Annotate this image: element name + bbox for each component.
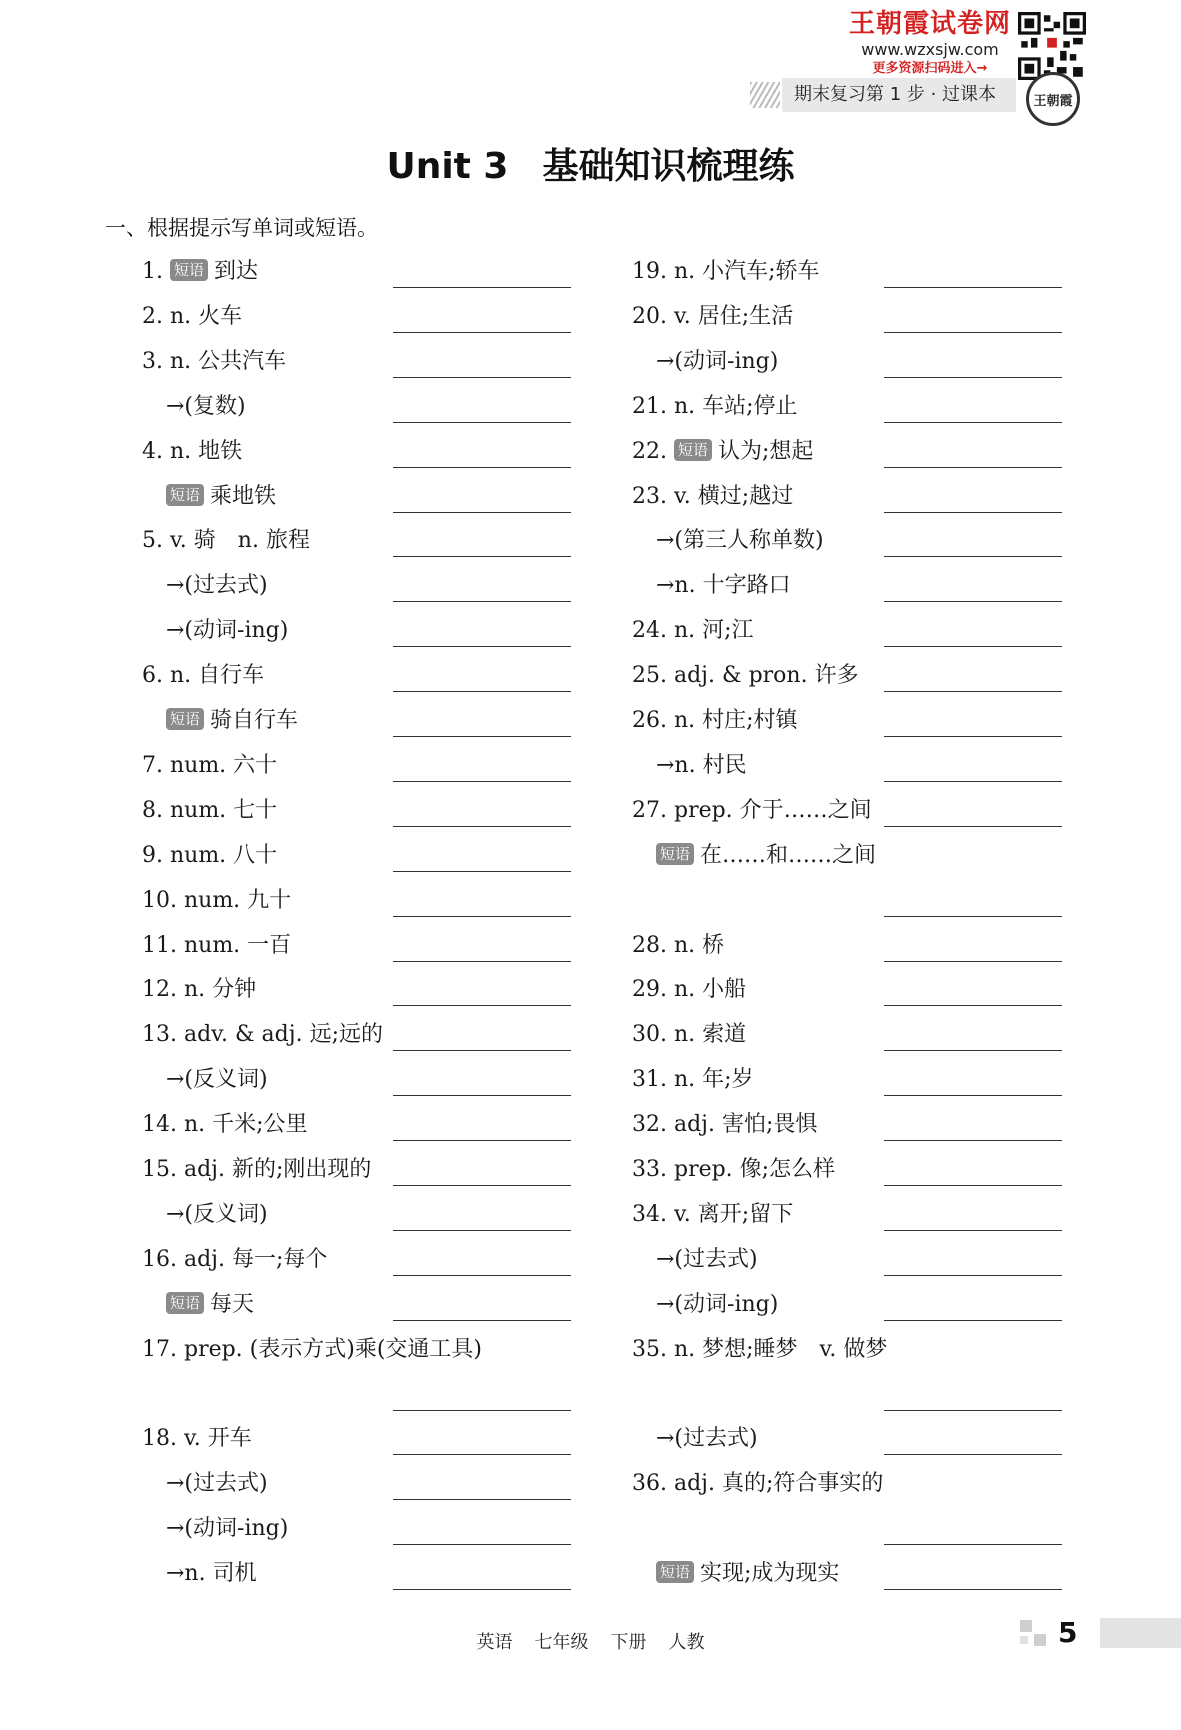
page-footer (0, 1628, 1181, 1654)
item-prompt (632, 435, 813, 469)
item-text: 19. n. 小汽车;轿车 (632, 259, 820, 284)
list-item (0, 1018, 1181, 1052)
footer-grade: 七年级 (534, 1632, 589, 1653)
list-item (0, 659, 1181, 693)
answer-blank[interactable] (884, 1095, 1062, 1096)
item-text: 25. adj. & pron. 许多 (632, 663, 859, 689)
item-text: →(第三人称单数) (656, 528, 824, 554)
item-text: →n. 十字路口 (656, 573, 791, 599)
item-prompt (632, 659, 859, 693)
list-item (0, 524, 1181, 558)
item-text: 26. n. 村庄;村镇 (632, 708, 798, 733)
item-text: 11. num. 一百 (142, 932, 292, 958)
item-text: 2. n. 火车 (142, 303, 243, 329)
item-prompt (656, 524, 824, 558)
item-prompt (656, 1288, 778, 1322)
item-text: 14. n. 千米;公里 (142, 1112, 308, 1138)
item-text: →(动词-ing) (656, 348, 779, 374)
item-meaning: 认为;想起 (718, 438, 814, 464)
ribbon-stripes (750, 82, 780, 108)
answer-blank[interactable] (884, 646, 1062, 647)
answer-blank[interactable] (884, 467, 1062, 468)
item-prompt (632, 1018, 746, 1052)
item-text: 3. n. 公共汽车 (142, 348, 287, 374)
item-prompt (632, 300, 793, 334)
phrase-tag: 短语 (656, 1561, 694, 1583)
list-item (0, 1198, 1181, 1232)
item-text: 30. n. 索道 (632, 1022, 747, 1048)
item-meaning: 实现;成为现实 (700, 1561, 840, 1587)
phrase-tag: 短语 (166, 1292, 204, 1314)
list-item (0, 569, 1181, 603)
list-item (0, 973, 1181, 1007)
list-item (0, 1063, 1181, 1097)
item-text: 8. num. 七十 (142, 797, 278, 823)
section-heading: 一、根据提示写单词或短语。 (105, 216, 378, 240)
list-item (0, 480, 1181, 514)
item-text: 18. v. 开车 (142, 1426, 252, 1452)
qr-code-icon[interactable] (1018, 12, 1086, 80)
item-text: →n. 村民 (656, 752, 747, 778)
list-item (0, 1467, 1181, 1501)
item-text: 17. prep. (表示方式)乘(交通工具) (142, 1336, 483, 1362)
answer-blank[interactable] (884, 1185, 1062, 1186)
phrase-tag: 短语 (170, 259, 208, 281)
item-prompt (632, 390, 798, 424)
list-item (0, 1333, 1181, 1367)
item-text: 29. n. 小船 (632, 977, 747, 1003)
item-prompt (656, 345, 778, 379)
footer-subject: 英语 (476, 1632, 513, 1653)
item-text: →(过去式) (166, 573, 268, 599)
item-text: 5. v. 骑 n. 旅程 (142, 528, 310, 554)
answer-blank[interactable] (884, 422, 1062, 423)
answer-blank[interactable] (884, 1320, 1062, 1321)
title-subtitle: 基础知识梳理练 (542, 146, 795, 187)
item-text: →(动词-ing) (166, 618, 289, 644)
item-text: →(动词-ing) (656, 1291, 779, 1317)
item-text: 21. n. 车站;停止 (632, 393, 798, 419)
item-text: 32. adj. 害怕;畏惧 (632, 1112, 818, 1138)
item-text: 4. n. 地铁 (142, 438, 243, 464)
item-prompt (632, 1198, 793, 1232)
item-text: →(反义词) (166, 1201, 268, 1227)
item-text: 15. adj. 新的;刚出现的 (142, 1157, 372, 1182)
item-text: 33. prep. 像;怎么样 (632, 1157, 836, 1182)
phrase-tag: 短语 (656, 843, 694, 865)
list-item (0, 1153, 1181, 1187)
brand-block (845, 8, 1015, 78)
item-prompt (632, 1333, 887, 1367)
item-prompt (632, 1063, 754, 1097)
page-number: 5 (1058, 1616, 1078, 1649)
list-item (0, 1108, 1181, 1142)
list-item (0, 255, 1181, 289)
item-text: 13. adv. & adj. 远;远的 (142, 1022, 383, 1048)
ribbon-text: 期末复习第 1 步 · 过课本 (782, 78, 1016, 112)
item-text: 7. num. 六十 (142, 752, 278, 778)
answer-blank[interactable] (884, 332, 1062, 333)
item-text: 27. prep. 介于……之间 (632, 797, 872, 823)
answer-blank[interactable] (884, 916, 1062, 917)
footer-volume: 下册 (610, 1632, 647, 1653)
answer-blank[interactable] (884, 691, 1062, 692)
item-text: 12. n. 分钟 (142, 977, 257, 1003)
item-meaning: 每天 (210, 1291, 255, 1317)
answer-blank[interactable] (884, 781, 1062, 782)
phrase-tag: 短语 (166, 484, 204, 506)
phrase-tag: 短语 (674, 439, 712, 461)
item-text: →n. 司机 (166, 1561, 257, 1587)
phrase-tag: 短语 (166, 708, 204, 730)
item-text: 34. v. 离开;留下 (632, 1201, 794, 1227)
list-item (0, 704, 1181, 738)
list-item (0, 929, 1181, 963)
answer-blank[interactable] (884, 826, 1062, 827)
list-item (0, 1243, 1181, 1277)
item-prompt (632, 1467, 883, 1501)
item-prompt (632, 1153, 835, 1187)
item-text: 16. adj. 每一;每个 (142, 1246, 328, 1272)
list-item (0, 300, 1181, 334)
item-prompt (632, 794, 872, 828)
list-item (0, 749, 1181, 783)
item-text: →(复数) (166, 393, 246, 419)
item-text: 28. n. 桥 (632, 932, 725, 958)
seal-text: 王朝霞 (1033, 93, 1073, 109)
item-text: →(动词-ing) (166, 1516, 289, 1542)
list-item (0, 390, 1181, 424)
item-prompt (656, 749, 747, 783)
item-text: 22. (632, 438, 674, 464)
answer-blank[interactable] (884, 601, 1062, 602)
answer-blank[interactable] (884, 1005, 1062, 1006)
unit-label: Unit 3 (386, 146, 509, 187)
item-text: 36. adj. 真的;符合事实的 (632, 1471, 884, 1497)
answer-blank[interactable] (884, 1050, 1062, 1051)
item-text: 35. n. 梦想;睡梦 v. 做梦 (632, 1336, 888, 1362)
ribbon-banner (750, 78, 1030, 112)
list-item (0, 1512, 1181, 1546)
item-meaning: 骑自行车 (210, 708, 299, 733)
answer-blank[interactable] (884, 556, 1062, 557)
item-text: 31. n. 年;岁 (632, 1067, 754, 1093)
answer-blank[interactable] (884, 1140, 1062, 1141)
item-prompt (632, 614, 754, 648)
item-prompt (656, 839, 876, 873)
list-item (0, 884, 1181, 918)
item-text: →(过去式) (656, 1426, 758, 1452)
item-prompt (656, 569, 791, 603)
item-prompt (632, 1108, 817, 1142)
page-corner-icon (1020, 1620, 1050, 1648)
item-text: →(过去式) (656, 1246, 758, 1272)
list-item (0, 1288, 1181, 1322)
answer-blank[interactable] (884, 1544, 1062, 1545)
item-text: 9. num. 八十 (142, 842, 278, 868)
list-item (0, 614, 1181, 648)
list-item (0, 1557, 1181, 1591)
item-prompt (632, 929, 724, 963)
brand-url[interactable]: www.wzxsjw.com (861, 40, 999, 59)
list-item (0, 1378, 1181, 1412)
answer-blank[interactable] (884, 1275, 1062, 1276)
brand-seal-icon (1026, 72, 1080, 126)
item-prompt (632, 704, 798, 738)
answer-blank[interactable] (884, 736, 1062, 737)
item-meaning: 到达 (214, 259, 259, 284)
answer-blank[interactable] (884, 377, 1062, 378)
list-item (0, 345, 1181, 379)
item-text: →(反义词) (166, 1067, 268, 1093)
item-prompt (632, 973, 746, 1007)
item-prompt (632, 255, 820, 289)
answer-blank[interactable] (884, 1589, 1062, 1590)
item-meaning: 乘地铁 (210, 483, 277, 509)
list-item (0, 794, 1181, 828)
answer-blank[interactable] (884, 1454, 1062, 1455)
answer-blank[interactable] (884, 1230, 1062, 1231)
answer-blank[interactable] (884, 1410, 1062, 1411)
list-item (0, 839, 1181, 873)
item-text: 1. (142, 259, 170, 284)
item-text: 20. v. 居住;生活 (632, 303, 794, 329)
item-text: 24. n. 河;江 (632, 618, 754, 644)
list-item (0, 435, 1181, 469)
brand-name: 王朝霞试卷网 (848, 9, 1011, 39)
page-title (0, 138, 1181, 189)
page-number-bar (1100, 1618, 1181, 1648)
item-text: 23. v. 横过;越过 (632, 483, 794, 509)
item-meaning: 在……和……之间 (700, 842, 877, 868)
answer-blank[interactable] (884, 287, 1062, 288)
brand-tip: 更多资源扫码进入→ (872, 61, 988, 76)
item-prompt (656, 1422, 758, 1456)
item-text: 10. num. 九十 (142, 887, 292, 913)
item-prompt (656, 1557, 839, 1591)
list-item (0, 1422, 1181, 1456)
item-prompt (656, 1243, 758, 1277)
item-text: →(过去式) (166, 1471, 268, 1497)
answer-blank[interactable] (884, 961, 1062, 962)
answer-blank[interactable] (884, 512, 1062, 513)
footer-edition: 人教 (668, 1632, 705, 1653)
item-text: 6. n. 自行车 (142, 663, 265, 689)
item-prompt (632, 480, 793, 514)
